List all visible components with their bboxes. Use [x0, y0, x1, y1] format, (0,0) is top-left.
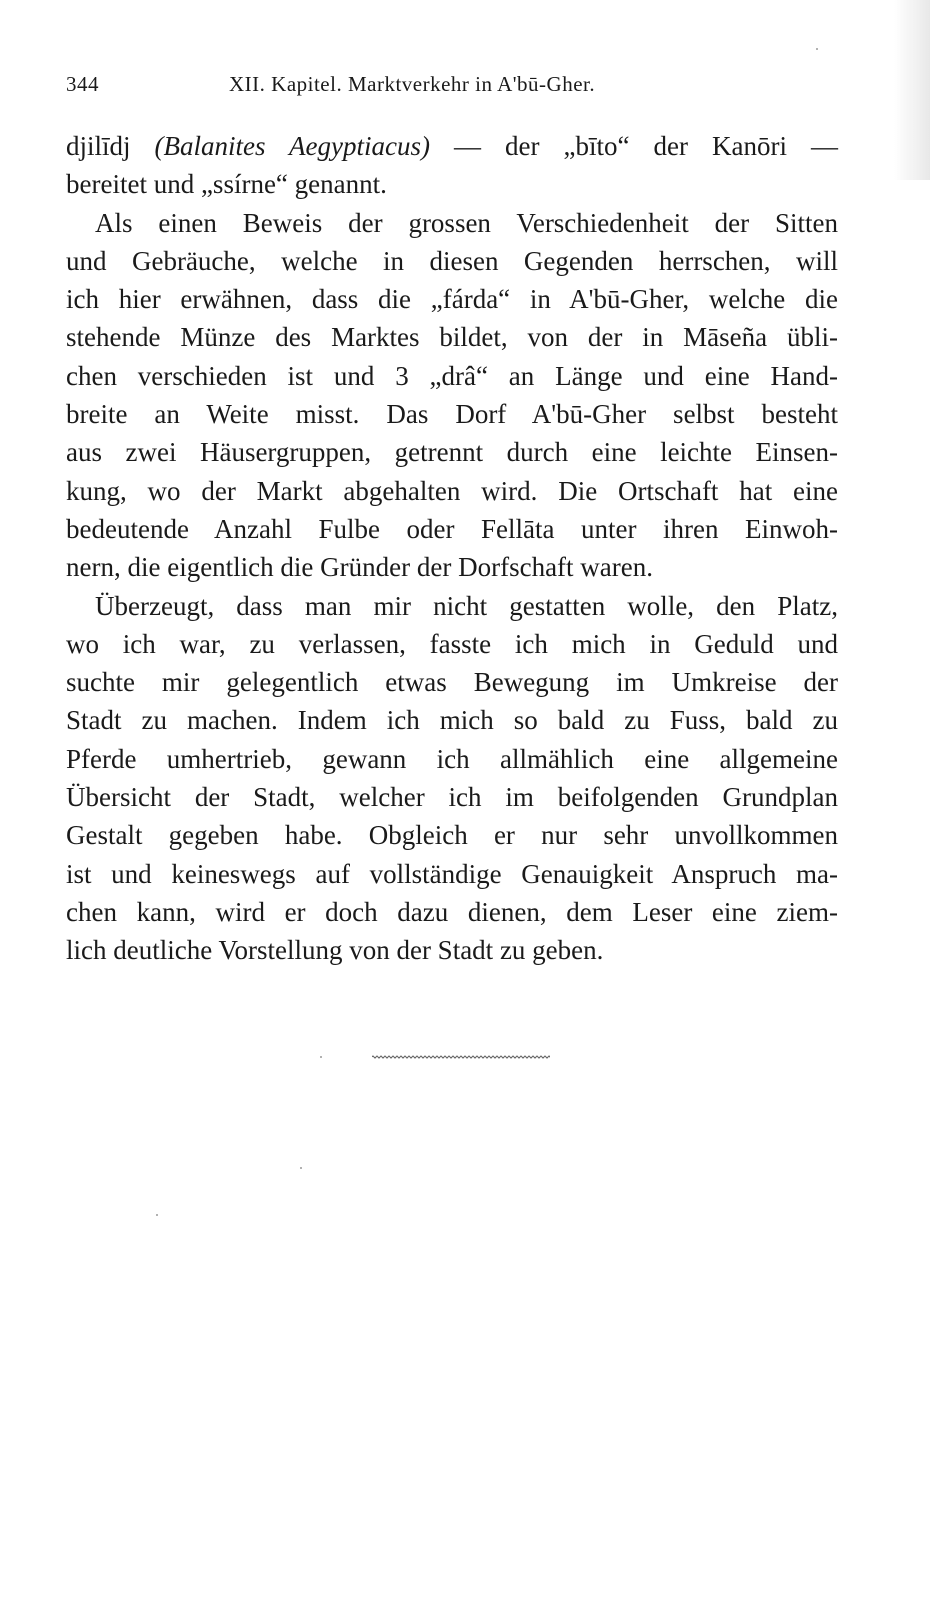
scan-speck	[320, 1056, 322, 1058]
scan-speck	[156, 1214, 158, 1216]
text-line	[66, 510, 838, 548]
text-run: und Gebräuche, welche in diesen Gegenden herrschen, will	[66, 245, 838, 276]
text-line	[66, 663, 838, 701]
text-run: chen kann, wird er doch dazu dienen, dem Leser eine ziem-	[66, 896, 838, 927]
paragraph	[66, 127, 838, 204]
text-run: Stadt zu machen. Indem ich mich so bald zu Fuss, bald zu	[66, 705, 838, 736]
text-line	[66, 740, 838, 778]
paragraph	[66, 204, 838, 587]
text-run: stehende Münze des Marktes bildet, von der in Māseña übli-	[66, 322, 838, 353]
text-run: kung, wo der Markt abgehalten wird. Die Ortschaft hat eine	[66, 475, 838, 506]
text-line	[66, 395, 838, 433]
italic-phrase: (Balanites Aegyptiacus)	[154, 131, 430, 161]
wavy-rule-ornament	[372, 1054, 550, 1060]
running-title: XII. Kapitel. Marktverkehr in A'bū-Gher.	[229, 72, 596, 96]
text-run: suchte mir gelegentlich etwas Bewegung im Umkreise der	[66, 667, 838, 698]
text-line	[66, 357, 838, 395]
text-line	[66, 127, 838, 165]
text-line	[66, 280, 838, 318]
text-line	[66, 778, 838, 816]
scan-speck	[300, 1167, 302, 1169]
paragraph	[66, 587, 838, 970]
text-line	[66, 816, 838, 854]
text-run: bedeutende Anzahl Fulbe oder Fellāta unter ihren Einwoh-	[66, 513, 838, 544]
text-line	[66, 204, 838, 242]
text-line	[66, 242, 838, 280]
body-text	[66, 127, 838, 970]
text-run: wo ich war, zu verlassen, fasste ich mich in Geduld und	[66, 628, 838, 659]
text-run: breite an Weite misst. Das Dorf A'bū-Gher selbst besteht	[66, 399, 838, 430]
text-line	[66, 472, 838, 510]
page-number: 344	[66, 72, 99, 96]
text-run: Überzeugt, dass man mir nicht gestatten wolle, den Platz,	[95, 590, 838, 621]
text-line	[66, 625, 838, 663]
text-line	[66, 165, 838, 203]
text-line	[66, 855, 838, 893]
scan-speck	[816, 48, 818, 50]
running-head	[66, 72, 836, 106]
text-run: chen verschieden ist und 3 „drâ“ an Länge und eine Hand-	[66, 360, 838, 391]
text-run: nern, die eigentlich die Gründer der Dorfschaft waren.	[66, 552, 653, 583]
text-run: ich hier erwähnen, dass die „fárda“ in A'bū-Gher, welche die	[66, 284, 838, 315]
text-line	[66, 318, 838, 356]
scan-edge-shading	[894, 0, 930, 180]
text-run: bereitet und „ssírne“ genannt.	[66, 169, 387, 200]
text-run: Als einen Beweis der grossen Verschiedenheit der Sitten	[95, 207, 838, 238]
text-line	[66, 433, 838, 471]
text-line	[66, 548, 838, 586]
text-line	[66, 587, 838, 625]
text-run: Gestalt gegeben habe. Obgleich er nur sehr unvollkommen	[66, 820, 838, 851]
text-run: djilīdj	[66, 131, 155, 161]
text-run: lich deutliche Vorstellung von der Stadt zu geben.	[66, 935, 604, 966]
text-run: Übersicht der Stadt, welcher ich im beifolgenden Grundplan	[66, 782, 838, 813]
text-run: Pferde umhertrieb, gewann ich allmählich eine allgemeine	[66, 743, 838, 774]
text-run: — der „bīto“ der Kanōri —	[430, 131, 839, 161]
text-line	[66, 893, 838, 931]
text-line	[66, 931, 838, 969]
text-run: aus zwei Häusergruppen, getrennt durch eine leichte Einsen-	[66, 437, 838, 468]
text-run: ist und keineswegs auf vollständige Genauigkeit Anspruch ma-	[66, 858, 838, 889]
text-line	[66, 701, 838, 739]
